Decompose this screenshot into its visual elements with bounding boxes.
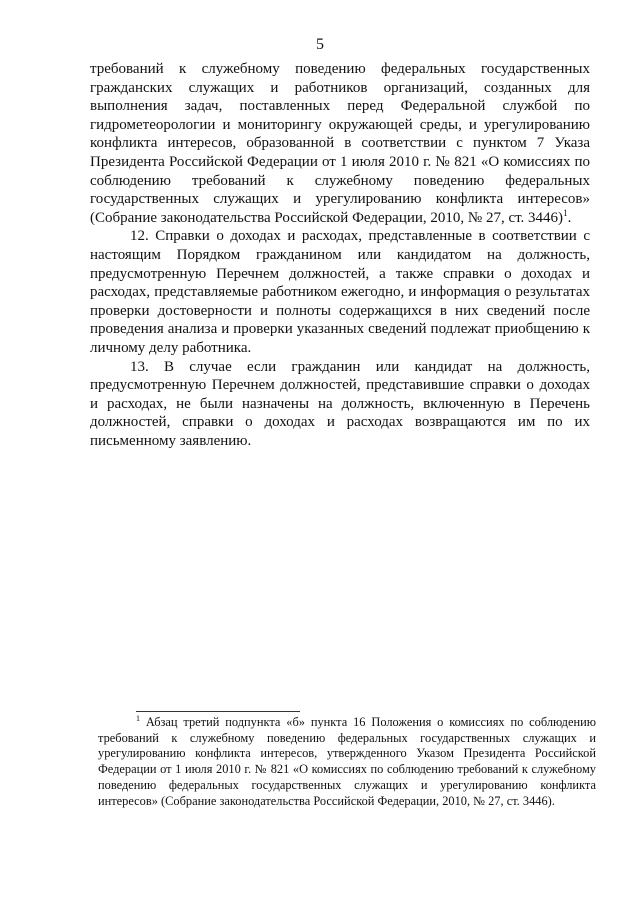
footnote-separator: [136, 711, 300, 712]
paragraph-12: 12. Справки о доходах и расходах, представленные в соответствии с настоящим Порядком гражданином или кандидатом на должность, предусмотренную Перечнем должностей, а также справки о доходах и расходах, представляемые работником ежегодно, и информация о результатах проверки достоверности и полноты содержащихся в них сведений после проведения анализа и проверки указанных сведений подлежат приобщению к личному делу работника.: [90, 228, 590, 356]
paragraph-continuation: [90, 60, 590, 227]
footnote-text: Абзац третий подпункта «б» пункта 16 Положения о комиссиях по соблюдению требований к служебному поведению федеральных государственных служащих и урегулированию конфликта интересов, утвержденного Указом Президента Российской Федерации от 1 июля 2010 г. № 821 «О комиссиях по соблюдению требований к служебному поведению федеральных государственных служащих и урегулированию конфликта интересов» (Собрание законодательства Российской Федерации, 2010, № 27, ст. 3446).: [98, 715, 596, 808]
footnote-reference: 1: [563, 207, 568, 218]
footnote: [98, 715, 596, 809]
page-number: 5: [316, 36, 324, 53]
paragraph-13: 13. В случае если гражданин или кандидат на должность, предусмотренную Перечнем должностей, представившие справки о доходах и расходах, не были назначены на должность, включенную в Перечень должностей, справки о доходах и расходах возвращаются им по их письменному заявлению.: [90, 358, 590, 449]
paragraph-continuation-end: .: [567, 209, 572, 226]
footnote-marker: 1: [136, 713, 140, 723]
paragraph-continuation-text: требований к служебному поведению федеральных государственных гражданских служащих и работников организаций, созданных для выполнения задач, поставленных перед Федеральной службой по гидрометеорологии и мониторингу окружающей среды, и урегулированию конфликта интересов, образованной в соответствии с пунктом 7 Указа Президента Российской Федерации от 1 июля 2010 г. № 821 «О комиссиях по соблюдению требований к служебному поведению федеральных государственных служащих и урегулированию конфликта интересов» (Собрание законодательства Российской Федерации, 2010, № 27, ст. 3446): [90, 61, 590, 226]
document-body: [90, 60, 590, 450]
